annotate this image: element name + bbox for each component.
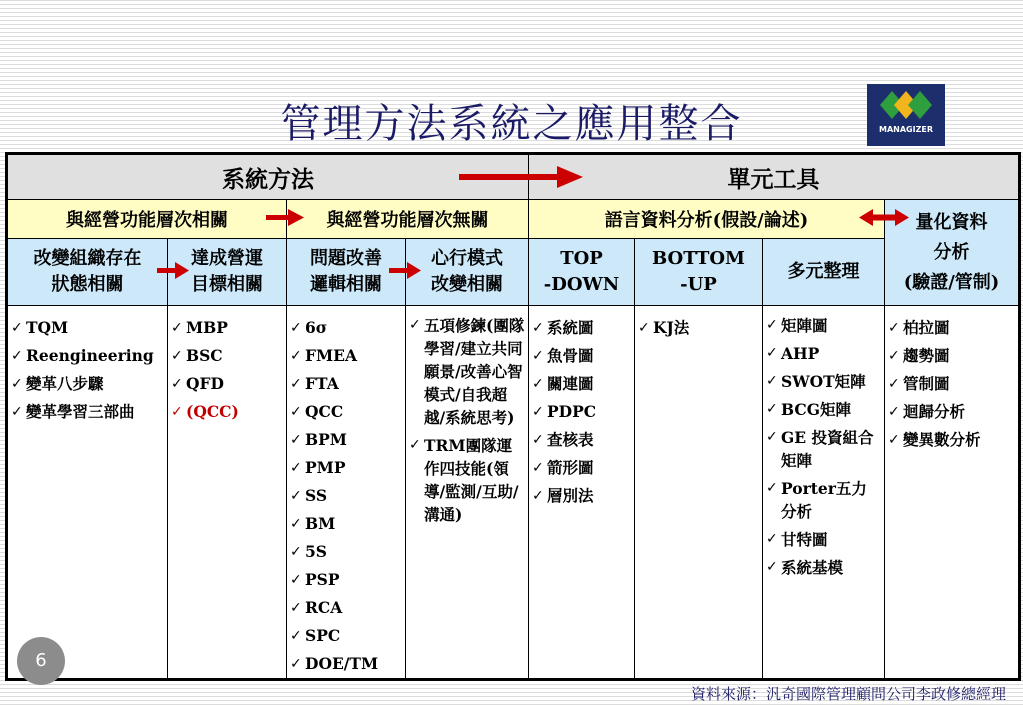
quant-line-2: 分析 (933, 241, 970, 263)
items-col-4 (406, 306, 529, 680)
list-item: ✓ 5S (290, 538, 403, 566)
double-arrow-icon (859, 208, 909, 228)
list-item: ✓ BM (290, 510, 403, 538)
subheader-language-data (529, 200, 885, 239)
col-header-multi: 多元整理 (763, 239, 885, 306)
items-col-2 (168, 306, 287, 680)
managizer-logo (867, 84, 945, 146)
col6-line-1: BOTTOM (652, 248, 745, 269)
list-item: ✓ PDPC (532, 398, 632, 426)
right-arrow-icon (459, 165, 587, 189)
subheader-with-levels-label: 與經營功能層次相關 (66, 210, 228, 231)
quant-line-1: 量化資料 (915, 211, 988, 233)
subheader-language-data-label: 語言資料分析(假設/論述) (604, 210, 809, 231)
integration-table (5, 152, 1021, 681)
list-item: ✓ BSC (171, 342, 284, 370)
list-item: ✓ 矩陣圖 (766, 314, 882, 337)
list-item: ✓ PSP (290, 566, 403, 594)
col2-line-2: 目標相關 (191, 274, 263, 295)
column-header-row (7, 239, 1020, 306)
col3-line-2: 邏輯相關 (310, 274, 382, 295)
col-header-mindset (406, 239, 529, 306)
col4-line-2: 改變相關 (431, 274, 503, 295)
list-item: ✓ 變革八步驟 (11, 370, 165, 398)
col6-line-2: -UP (680, 274, 717, 295)
items-col-3 (287, 306, 406, 680)
list-item: ✓ 管制圖 (888, 370, 1016, 398)
subheader-row (7, 200, 1020, 239)
logo-diamonds-icon (878, 89, 934, 125)
quant-line-3: (驗證/管制) (903, 271, 1000, 293)
col2-line-1: 達成營運 (191, 248, 263, 269)
page-number-badge: 6 (17, 637, 65, 685)
subheader-with-levels (7, 200, 287, 239)
list-item: ✓ 系統圖 (532, 314, 632, 342)
right-arrow-icon (157, 261, 191, 281)
list-item: ✓ BCG矩陣 (766, 398, 882, 421)
col3-line-1: 問題改善 (310, 248, 382, 269)
items-col-6 (635, 306, 763, 680)
items-col-7 (763, 306, 885, 680)
list-item: ✓ RCA (290, 594, 403, 622)
header-row (7, 154, 1020, 200)
page-title: 管理方法系統之應用整合 (280, 101, 743, 147)
list-item: ✓ MBP (171, 314, 284, 342)
logo-text: MANAGIZER (878, 125, 933, 134)
list-item: ✓ 迴歸分析 (888, 398, 1016, 426)
list-item: ✓ BPM (290, 426, 403, 454)
list-item: ✓ FTA (290, 370, 403, 398)
col-header-top-down (529, 239, 635, 306)
list-item: ✓ 五項修鍊(團隊學習/建立共同願景/改善心智模式/自我超越/系統思考) (409, 314, 526, 429)
col1-line-1: 改變組織存在 (33, 248, 142, 269)
items-row (7, 306, 1020, 680)
list-item: ✓ KJ法 (638, 314, 760, 342)
list-item: ✓ QFD (171, 370, 284, 398)
header-system-methods-label: 系統方法 (222, 165, 314, 193)
list-item: ✓ 柏拉圖 (888, 314, 1016, 342)
list-item: ✓ 6σ (290, 314, 403, 342)
list-item: ✓ PMP (290, 454, 403, 482)
subheader-without-levels: 與經營功能層次無關 (287, 200, 529, 239)
list-item: ✓ 關連圖 (532, 370, 632, 398)
list-item: ✓ TRM團隊運作四技能(領導/監測/互助/溝通) (409, 434, 526, 526)
list-item: ✓ (QCC) (171, 398, 284, 426)
items-col-5 (529, 306, 635, 680)
list-item: ✓ SS (290, 482, 403, 510)
list-item: ✓ DOE/TM (290, 650, 403, 678)
col-header-problem-logic (287, 239, 406, 306)
list-item: ✓ SWOT矩陣 (766, 370, 882, 393)
list-item: ✓ 變革學習三部曲 (11, 398, 165, 426)
list-item: ✓ AHP (766, 342, 882, 365)
list-item: ✓ Porter五力分析 (766, 477, 882, 523)
list-item: ✓ 趨勢圖 (888, 342, 1016, 370)
list-item: ✓ TQM (11, 314, 165, 342)
list-item: ✓ SPC (290, 622, 403, 650)
list-item: ✓ GE 投資組合矩陣 (766, 426, 882, 472)
list-item: ✓ Reengineering (11, 342, 165, 370)
list-item: ✓ QCC (290, 398, 403, 426)
col1-line-2: 狀態相關 (51, 274, 124, 295)
list-item: ✓ 變異數分析 (888, 426, 1016, 454)
list-item: ✓ 層別法 (532, 482, 632, 510)
items-col-1 (7, 306, 168, 680)
source-note: 資料來源：汎奇國際管理顧問公司李政修總經理 (690, 685, 1006, 703)
list-item: ✓ 魚骨圖 (532, 342, 632, 370)
col-header-org-state (7, 239, 168, 306)
col5-line-1: TOP (560, 248, 603, 269)
list-item: ✓ 甘特圖 (766, 528, 882, 551)
right-arrow-icon (266, 208, 306, 228)
items-col-8 (885, 306, 1020, 680)
col4-line-1: 心行模式 (431, 248, 503, 269)
list-item: ✓ 查核表 (532, 426, 632, 454)
right-arrow-icon (389, 261, 423, 281)
header-unit-tools: 單元工具 (529, 154, 1020, 200)
list-item: ✓ 箭形圖 (532, 454, 632, 482)
list-item: ✓ FMEA (290, 342, 403, 370)
header-system-methods (7, 154, 529, 200)
col-header-bottom-up (635, 239, 763, 306)
col5-line-2: -DOWN (543, 274, 620, 295)
list-item: ✓ 系統基模 (766, 556, 882, 579)
